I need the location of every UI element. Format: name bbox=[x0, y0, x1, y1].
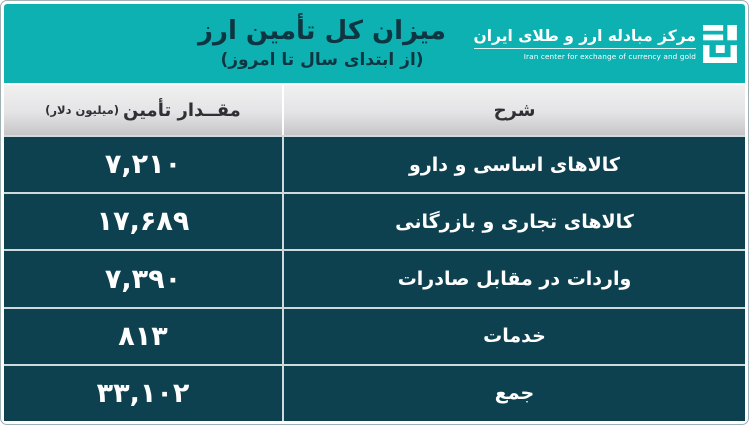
amount-number: ۳۳,۱۰۲ bbox=[96, 377, 190, 409]
org-name-persian: مرکز مبادله ارز و طلای ایران bbox=[474, 27, 696, 49]
org-name-english: Iran center for exchange of currency and gold bbox=[523, 51, 696, 61]
amount-number: ۷,۲۱۰ bbox=[104, 149, 182, 181]
amount-column-label: مقــدار تأمین bbox=[123, 99, 241, 121]
row-amount bbox=[4, 309, 284, 364]
row-description: واردات در مقابل صادرات bbox=[397, 268, 632, 290]
amount-number: ۱۷,۶۸۹ bbox=[96, 206, 190, 238]
description-column-label: شرح bbox=[493, 99, 536, 121]
row-amount bbox=[4, 194, 284, 249]
row-amount bbox=[4, 137, 284, 192]
header-cell-amount bbox=[4, 85, 284, 135]
row-description: خدمات bbox=[483, 325, 546, 348]
row-amount bbox=[4, 251, 284, 306]
row-amount bbox=[4, 366, 284, 421]
table-row bbox=[4, 135, 745, 192]
table-row-total bbox=[4, 364, 745, 421]
page-subtitle: (از ابتدای سال تا امروز) bbox=[220, 49, 424, 70]
amount-number: ۸۱۳ bbox=[118, 320, 168, 352]
ice-monogram-icon bbox=[703, 25, 737, 63]
banner bbox=[4, 4, 745, 83]
org-logo bbox=[474, 25, 737, 63]
header-cell-description bbox=[284, 85, 745, 135]
row-description: کالاهای اساسی و دارو bbox=[409, 153, 620, 176]
table-header-row bbox=[4, 85, 745, 135]
supply-table bbox=[4, 85, 745, 421]
org-logo-text bbox=[474, 27, 696, 61]
amount-number: ۷,۳۹۰ bbox=[104, 263, 182, 295]
table-row bbox=[4, 192, 745, 249]
table-row bbox=[4, 307, 745, 364]
table-body bbox=[4, 135, 745, 421]
row-description: کالاهای تجاری و بازرگانی bbox=[395, 210, 634, 233]
page-title: میزان کل تأمین ارز bbox=[198, 16, 446, 47]
amount-column-unit: (میلیون دلار) bbox=[45, 103, 120, 117]
row-description: جمع bbox=[494, 382, 535, 405]
table-row bbox=[4, 249, 745, 306]
